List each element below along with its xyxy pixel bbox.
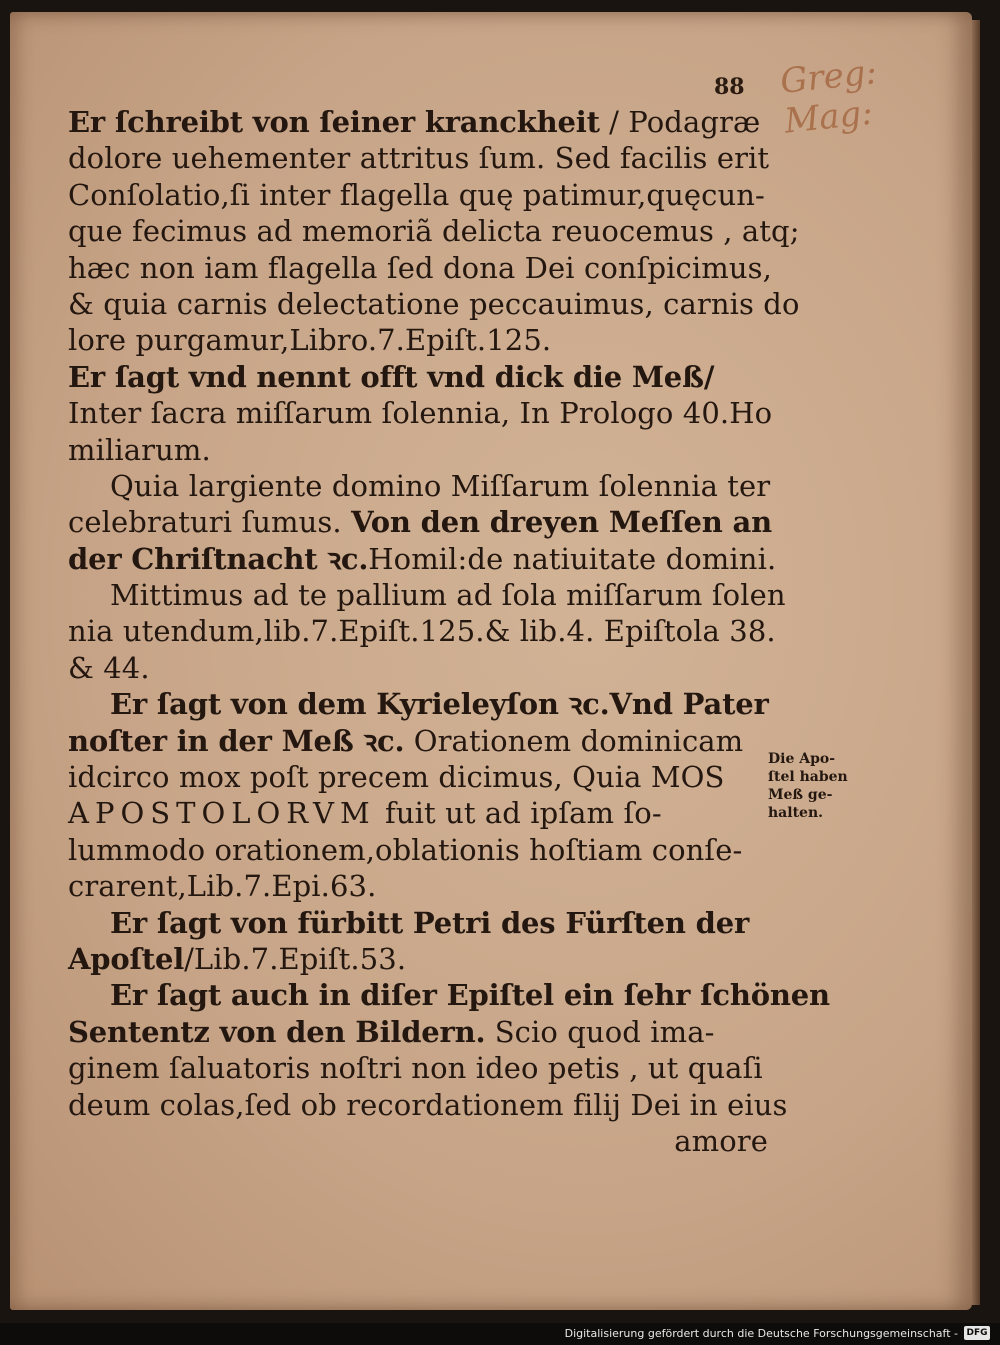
- roman-segment: nia utendum,lib.7.Epiſt.125.& lib.4. Epiſtola 38.: [68, 614, 776, 649]
- roman-segment: Orationem dominicam: [404, 723, 744, 758]
- margin-note-line: Die Apo-: [768, 751, 836, 767]
- text-line: [68, 359, 768, 395]
- footer-credit: Digitalisierung gefördert durch die Deutsche Forschungsgemeinschaft -: [564, 1327, 958, 1340]
- roman-segment: Quia largiente domino Miſſarum ſolennia ter: [110, 468, 771, 503]
- text-line: [68, 795, 768, 831]
- margin-note: [768, 750, 868, 822]
- roman-segment: celebraturi ſumus.: [68, 505, 352, 540]
- roman-segment: crarent,Lib.7.Epi.63.: [68, 869, 377, 904]
- blackletter-segment: noſter in der Meß ꝛc.: [68, 723, 405, 758]
- text-line: [68, 213, 800, 249]
- roman-segment: idcirco mox poſt precem dicimus, Quia MOS: [68, 760, 725, 795]
- roman-segment: Homil:de natiuitate domini.: [368, 541, 777, 576]
- blackletter-segment: Er ſagt von dem Kyrieleyſon ꝛc.Vnd Pater: [110, 687, 769, 722]
- handwritten-annotation: Greg: Mag:: [778, 52, 879, 142]
- text-line: [68, 104, 768, 140]
- roman-segment: hæc non iam flagella ſed dona Dei conſpicimus,: [68, 250, 772, 285]
- margin-note-line: ſtel haben: [768, 769, 848, 785]
- text-line: [68, 1014, 768, 1050]
- roman-segment: lummodo orationem,oblationis hoſtiam conſe-: [68, 832, 743, 867]
- folio-number: 88: [714, 74, 745, 100]
- text-line: [68, 1050, 768, 1086]
- roman-segment: Inter ſacra miſſarum ſolennia, In Prologo 40.Ho: [68, 396, 773, 431]
- roman-segment: lore purgamur,Libro.7.Epiſt.125.: [68, 323, 552, 358]
- text-line: [68, 250, 772, 286]
- roman-segment: ginem ſaluatoris noſtri non ideo petis , ut quaſi: [68, 1051, 763, 1086]
- blackletter-segment: Von den dreyen Meſſen an: [351, 505, 773, 540]
- blackletter-segment: der Chriſtnacht ꝛc.: [68, 541, 369, 576]
- blackletter-segment: Er ſagt auch in diſer Epiſtel ein ſehr ſchönen: [110, 978, 830, 1013]
- blackletter-segment: Apoſtel: [68, 941, 185, 976]
- text-line: [68, 177, 768, 213]
- text-line: [68, 723, 768, 759]
- text-line: [68, 941, 768, 977]
- roman-segment: amore: [674, 1123, 768, 1158]
- roman-segment: APOSTOLORVM: [68, 796, 376, 831]
- text-line: [68, 1123, 768, 1159]
- roman-segment: Mittimus ad te pallium ad ſola miſſarum ſolen: [110, 578, 786, 613]
- text-line: [68, 1087, 788, 1123]
- roman-segment: / Podagræ: [599, 105, 761, 139]
- page-edge: [972, 20, 980, 1305]
- roman-segment: Scio quod ima-: [485, 1014, 715, 1049]
- dfg-logo: DFG: [964, 1326, 990, 1340]
- blackletter-segment: Er ſagt vnd nennt offt vnd dick die Meß/: [68, 359, 715, 394]
- text-line: [68, 432, 768, 468]
- roman-segment: miliarum.: [68, 432, 211, 467]
- text-line: [68, 977, 830, 1013]
- margin-note-line: halten.: [768, 805, 823, 821]
- text-line: [68, 577, 786, 613]
- text-line: [68, 759, 768, 795]
- margin-note-line: Meß ge-: [768, 787, 833, 803]
- roman-segment: Conſolatio,ſi inter flagella quę patimur,quęcun-: [68, 177, 765, 212]
- text-line: [68, 613, 776, 649]
- book-page: [10, 12, 972, 1310]
- text-line: [68, 868, 768, 904]
- text-line: [68, 686, 768, 722]
- roman-segment: deum colas,ſed ob recordationem filij Dei in eius: [68, 1087, 788, 1122]
- text-line: [68, 541, 777, 577]
- blackletter-segment: Er ſchreibt von ſeiner kranckheit: [68, 105, 600, 139]
- blackletter-segment: Sententz von den Bildern.: [68, 1014, 486, 1049]
- text-line: [68, 322, 768, 358]
- text-line: [68, 905, 768, 941]
- roman-segment: & 44.: [68, 650, 150, 685]
- text-line: [68, 504, 773, 540]
- text-line: [68, 286, 800, 322]
- text-line: [68, 395, 773, 431]
- roman-segment: dolore uehementer attritus ſum. Sed facilis erit: [68, 141, 770, 176]
- text-line: [68, 832, 768, 868]
- roman-segment: & quia carnis delectatione peccauimus, carnis do: [68, 286, 800, 321]
- blackletter-segment: Er ſagt von fürbitt Petri des Fürſten der: [110, 905, 750, 940]
- text-line: [68, 650, 768, 686]
- text-line: [68, 140, 768, 176]
- roman-segment: que fecimus ad memoriã delicta reuocemus , atq;: [68, 214, 800, 249]
- footer-bar: [0, 1323, 1000, 1345]
- roman-segment: /Lib.7.Epiſt.53.: [184, 941, 407, 976]
- text-line: [68, 468, 771, 504]
- roman-segment: fuit ut ad ipſam ſo-: [375, 796, 662, 831]
